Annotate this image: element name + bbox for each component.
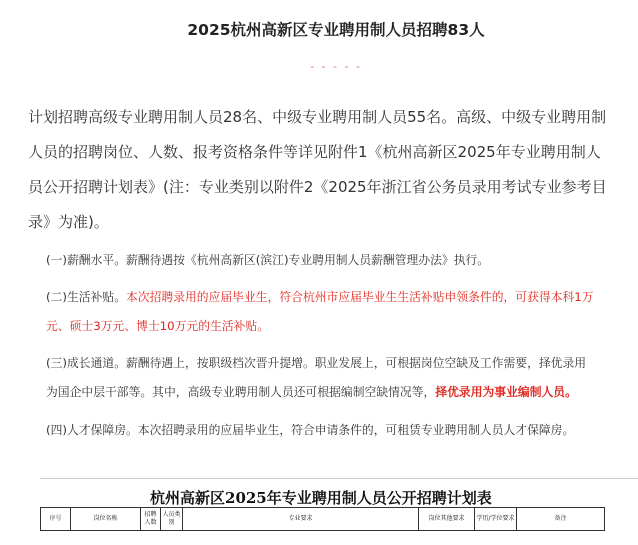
col-header-other: 岗位其他要求: [419, 508, 475, 531]
col-header-major: 专业要求: [183, 508, 419, 531]
col-header-remarks: 备注: [517, 508, 605, 531]
col-header-degree: 学历/学位要求: [475, 508, 517, 531]
title-divider: - - - - -: [310, 60, 362, 73]
benefit-growth: [46, 349, 638, 407]
benefit-growth-line: (三)成长通道。薪酬待遇上，按职级档次晋升提增。职业发展上，可根据岗位空缺及工作需要，择优录用: [46, 356, 587, 370]
benefit-subsidy-highlight: 元、硕士3万元、博士10万元的生活补贴。: [46, 319, 270, 333]
benefit-pay: [46, 246, 638, 275]
intro-paragraph: [28, 100, 638, 240]
col-header-category: 人员类别: [161, 508, 183, 531]
benefit-housing-text: (四)人才保障房。本次招聘录用的应届毕业生，符合申请条件的，可租赁专业聘用制人员人才保障房。: [46, 423, 575, 437]
plan-table: [40, 507, 605, 531]
benefit-growth-highlight: 择优录用为事业编制人员。: [435, 385, 577, 399]
benefit-subsidy-line: [46, 283, 638, 312]
plan-table-title: 杭州高新区2025年专业聘用制人员公开招聘计划表: [150, 489, 492, 507]
benefit-pay-text: (一)薪酬水平。薪酬待遇按《杭州高新区(滨江)专业聘用制人员薪酬管理办法》执行。: [46, 253, 490, 267]
col-header-position: 岗位名称: [71, 508, 141, 531]
benefit-subsidy: [46, 283, 638, 341]
intro-line: 计划招聘高级专业聘用制人员28名、中级专业聘用制人员55名。高级、中级专业聘用制: [28, 108, 607, 126]
benefit-housing: [46, 416, 638, 445]
intro-line: 录》为准)。: [28, 213, 109, 231]
benefit-subsidy-line: [46, 312, 638, 341]
intro-line: 人员的招聘岗位、人数、报考资格条件等详见附件1《杭州高新区2025年专业聘用制人: [28, 143, 601, 161]
intro-line: 员公开招聘计划表》(注：专业类别以附件2《2025年浙江省公务员录用考试专业参考目: [28, 178, 607, 196]
benefit-growth-text: 为国企中层干部等。其中，高级专业聘用制人员还可根据编制空缺情况等，: [46, 385, 436, 399]
benefit-subsidy-highlight: 本次招聘录用的应届毕业生，符合杭州市应届毕业生生活补贴申领条件的，可获得本科1万: [126, 290, 594, 304]
article-title: 2025杭州高新区专业聘用制人员招聘83人: [187, 21, 485, 39]
benefit-subsidy-heading: (二)生活补贴。: [46, 290, 126, 304]
plan-table-header-row: [41, 508, 605, 531]
col-header-no: 序号: [41, 508, 71, 531]
benefit-growth-line: [46, 378, 638, 407]
col-header-count: 招聘人数: [141, 508, 161, 531]
